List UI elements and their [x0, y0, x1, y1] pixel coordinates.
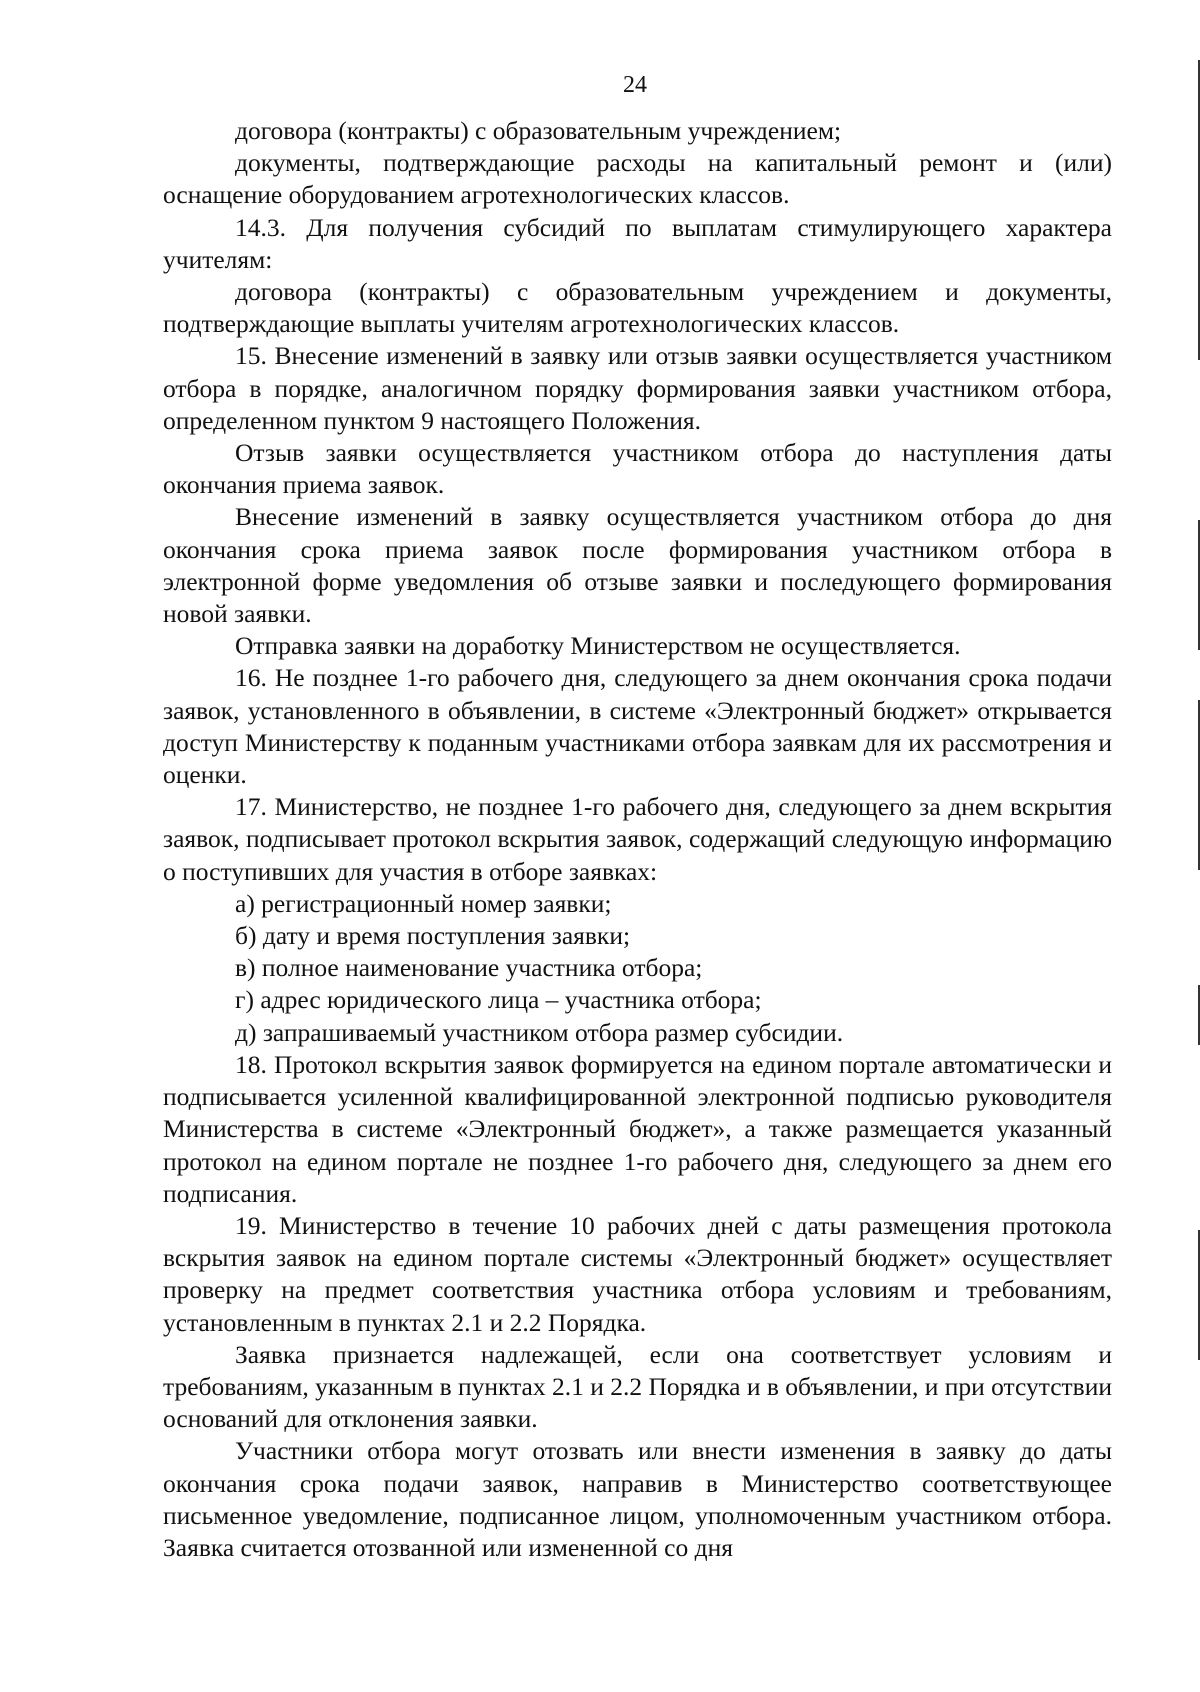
paragraph-no-revision: Отправка заявки на доработку Министерством не осуществляется.	[235, 631, 961, 661]
paragraph-16: 16. Не позднее 1-го рабочего дня, следующего за днем окончания срока подачи заявок, установленного в объявлении, в системе «Электронный бюджет» открывается доступ Министерству к поданным участниками отбора заявкам для их рассмотрения и оценки.	[163, 663, 1112, 790]
page-number: 24	[623, 72, 647, 98]
list-item-g: г) адрес юридического лица – участника отбора;	[235, 985, 762, 1015]
paragraph-contracts: договора (контракты) с образовательным учреждением;	[235, 116, 842, 145]
paragraph-15: 15. Внесение изменений в заявку или отзыв заявки осуществляется участником отбора в порядке, аналогичном порядку формирования заявки участником отбора, определенном пунктом 9 настоящего Положения.	[163, 341, 1112, 435]
paragraph-17: 17. Министерство, не позднее 1-го рабочего дня, следующего за днем вскрытия заявок, подписывает протокол вскрытия заявок, содержащий следующую информацию о поступивших для участия в отборе заявках:	[163, 792, 1112, 886]
list-item-v: в) полное наименование участника отбора;	[235, 953, 703, 983]
document-body	[163, 115, 1112, 1564]
paragraph-teacher-payments: договора (контракты) с образовательным учреждением и документы, подтверждающие выплаты учителям агротехнологических классов.	[163, 277, 1112, 339]
paragraph-19: 19. Министерство в течение 10 рабочих дней с даты размещения протокола вскрытия заявок на едином портале системы «Электронный бюджет» осуществляет проверку на предмет соответствия участника отбора условиям и требованиям, установленным в пунктах 2.1 и 2.2 Порядка.	[163, 1210, 1112, 1337]
paragraph-participants-withdraw: Участники отбора могут отозвать или внести изменения в заявку до даты окончания срока подачи заявок, направив в Министерство соответствующее письменное уведомление, подписанное лицом, уполномоченным участником отбора. Заявка считается отозванной или измененной со дня	[163, 1436, 1112, 1562]
paragraph-18: 18. Протокол вскрытия заявок формируется на едином портале автоматически и подписывается усиленной квалифицированной электронной подписью руководителя Министерства в системе «Электронный бюджет», а также размещается указанный протокол на едином портале не позднее 1-го рабочего дня, следующего за днем его подписания.	[163, 1049, 1112, 1208]
list-item-d: д) запрашиваемый участником отбора размер субсидии.	[235, 1017, 844, 1047]
paragraph-withdrawal: Отзыв заявки осуществляется участником отбора до наступления даты окончания приема заявок.	[163, 438, 1112, 500]
paragraph-14-3: 14.3. Для получения субсидий по выплатам стимулирующего характера учителям:	[163, 212, 1112, 274]
list-item-b: б) дату и время поступления заявки;	[235, 921, 631, 951]
paragraph-changes: Внесение изменений в заявку осуществляется участником отбора до дня окончания срока приема заявок после формирования участником отбора в электронной форме уведомления об отзыве заявки и последующего формирования новой заявки.	[163, 502, 1112, 629]
paragraph-proper-application: Заявка признается надлежащей, если она соответствует условиям и требованиям, указанным в пунктах 2.1 и 2.2 Порядка и в объявлении, и при отсутствии оснований для отклонения заявки.	[163, 1339, 1112, 1434]
list-item-a: а) регистрационный номер заявки;	[235, 888, 612, 918]
paragraph-expense-documents: документы, подтверждающие расходы на капитальный ремонт и (или) оснащение оборудованием агротехнологических классов.	[163, 148, 1112, 210]
